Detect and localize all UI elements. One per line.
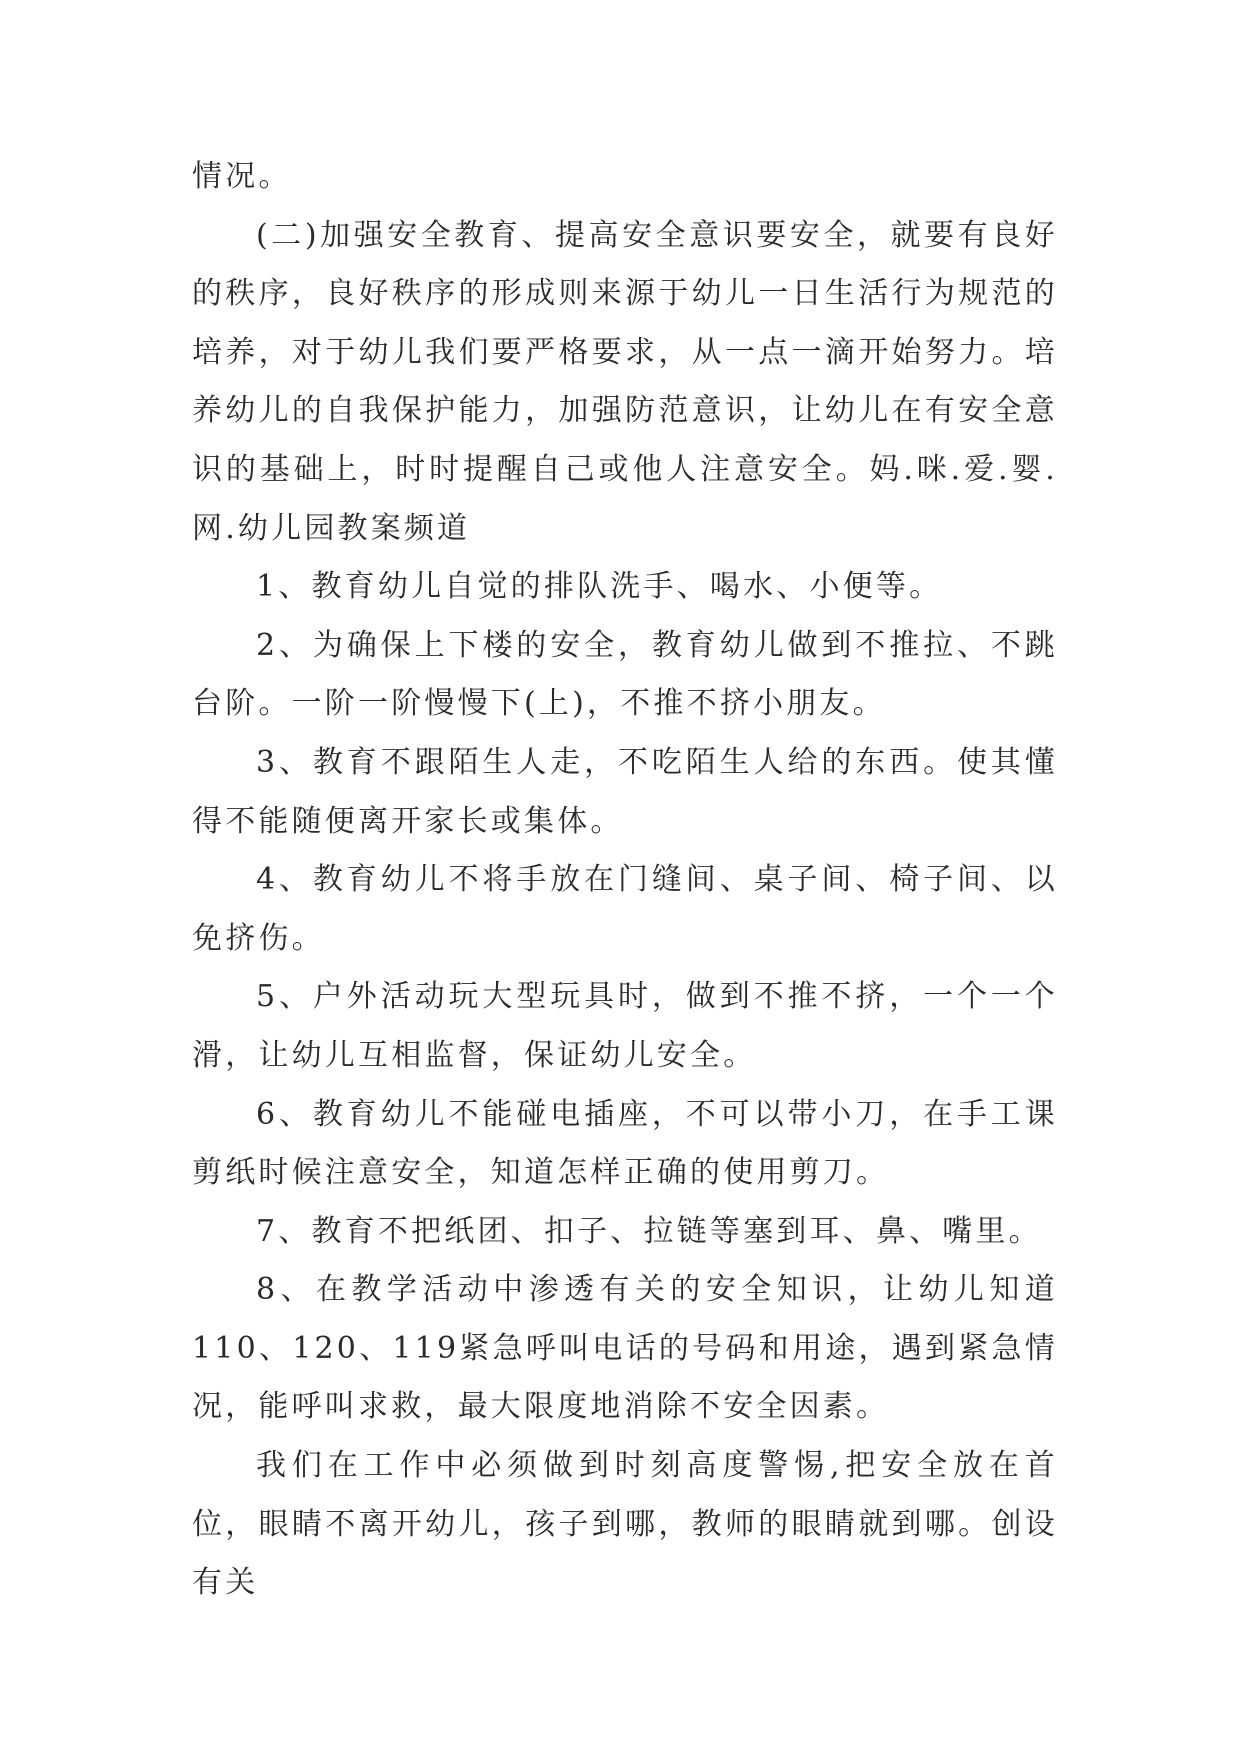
paragraph-2: (二)加强安全教育、提高安全意识要安全，就要有良好的秩序，良好秩序的形成则来源于幼儿一日生活行为规范的培养，对于幼儿我们要严格要求，从一点一滴开始努力。培养幼儿的自我保护能力，加强防范意识，让幼儿在有安全意识的基础上，时时提醒自己或他人注意安全。妈.咪.爱.婴.网.幼儿园教案频道	[192, 217, 1058, 546]
document-body	[192, 148, 1058, 1613]
paragraph-1: 情况。	[192, 159, 292, 194]
paragraph-10: 8、在教学活动中渗透有关的安全知识，让幼儿知道110、120、119紧急呼叫电话的号码和用途，遇到紧急情况，能呼叫求救，最大限度地消除不安全因素。	[192, 1272, 1058, 1425]
paragraph-7: 5、户外活动玩大型玩具时，做到不推不挤，一个一个滑，让幼儿互相监督，保证幼儿安全。	[192, 979, 1058, 1073]
paragraph-8: 6、教育幼儿不能碰电插座，不可以带小刀，在手工课剪纸时候注意安全，知道怎样正确的使用剪刀。	[192, 1096, 1058, 1191]
paragraph-4: 2、为确保上下楼的安全，教育幼儿做到不推拉、不跳台阶。一阶一阶慢慢下(上)，不推不挤小朋友。	[192, 627, 1058, 722]
paragraph-5: 3、教育不跟陌生人走，不吃陌生人给的东西。使其懂得不能随便离开家长或集体。	[192, 744, 1058, 839]
paragraph-3: 1、教育幼儿自觉的排队洗手、喝水、小便等。	[256, 569, 943, 605]
paragraph-11: 我们在工作中必须做到时刻高度警惕,把安全放在首位，眼睛不离开幼儿，孩子到哪，教师的眼睛就到哪。创设有关	[192, 1448, 1058, 1601]
paragraph-6: 4、教育幼儿不将手放在门缝间、桌子间、椅子间、以免挤伤。	[192, 862, 1058, 956]
paragraph-9: 7、教育不把纸团、扣子、拉链等塞到耳、鼻、嘴里。	[256, 1213, 1042, 1249]
